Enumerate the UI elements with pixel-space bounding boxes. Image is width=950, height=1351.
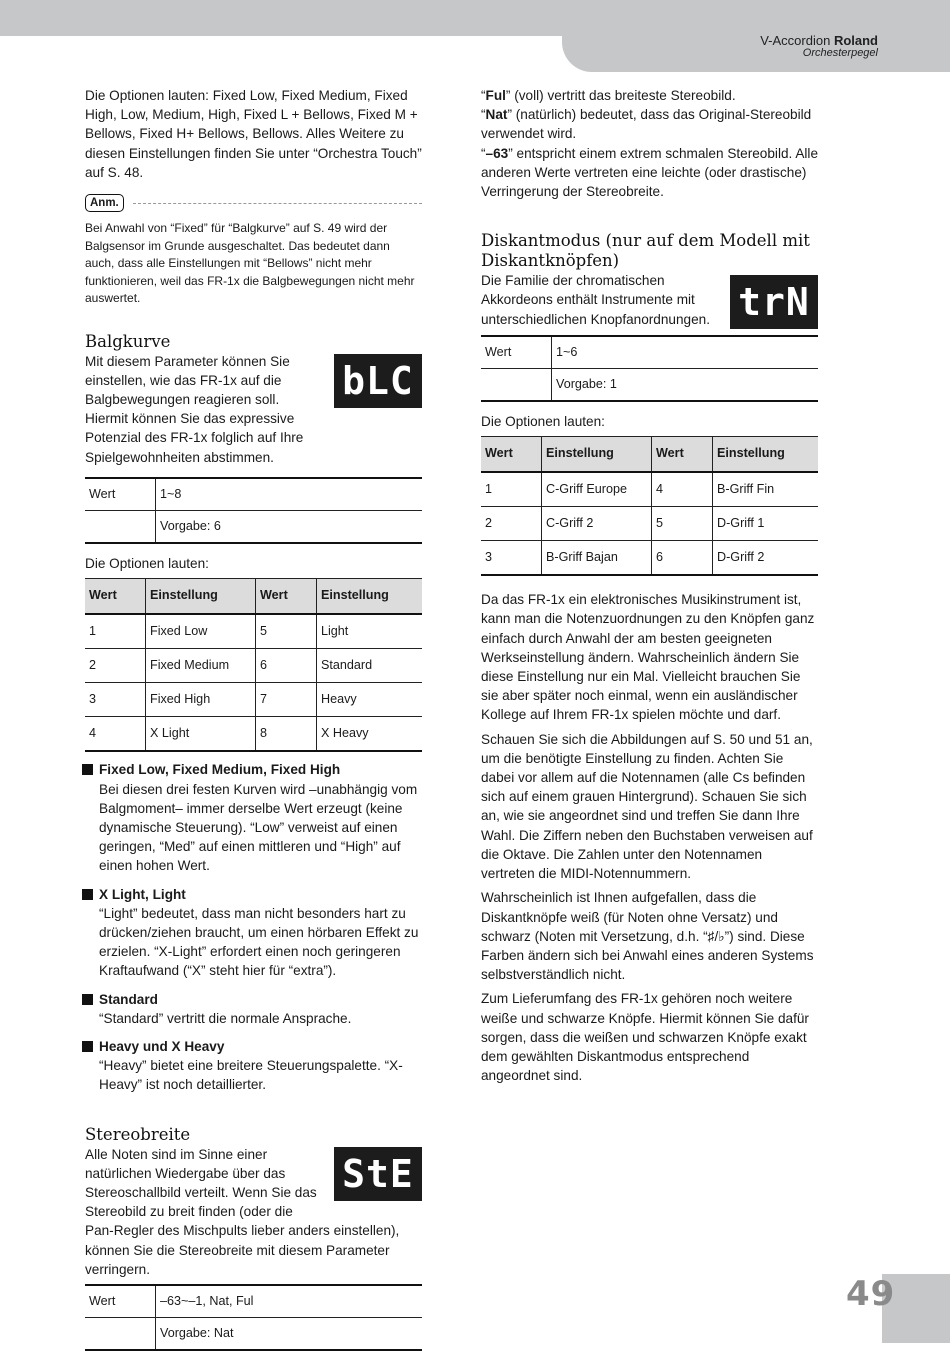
intro-paragraph: Die Optionen lauten: Fixed Low, Fixed Medium, Fixed High, Low, Medium, High, Fixed L + Bellows, Fixed M + Bellows, Fixed H+ Bellows, Bellows. Alles Weitere zu diesen Einstellungen finden Sie unter “Orchestra Touch” auf S. 48. [85,88,422,180]
wert-range: 1~6 [552,336,819,369]
header-product: V-Accordion [760,33,831,48]
diskant-paragraphs [481,590,818,1085]
header-tab [562,0,950,72]
lcd-display-trn: trN [730,275,818,329]
cell: Heavy [317,682,423,716]
item-body: Bei diesen drei festen Kurven wird –unabhängig vom Balgmoment– immer derselbe Wert erzeugt (keine dynamische Steuerung). “Low” verweist auf einen geringen, “Med” auf einen mittleren und “High” auf einen hohen Wert. [99,781,418,874]
cell: X Light [146,717,256,752]
item-title: Fixed Low, Fixed Medium, Fixed High [85,760,422,779]
item-body: “Light” bedeutet, dass man nicht besonders hart zu drücken/ziehen braucht, um einen hörbaren Effekt zu erzielen. “X-Light” erfordert einen noch geringeren Kraftaufwand (“X” steht hier für “extra”). [99,905,419,979]
cell: C-Griff Europe [542,472,652,507]
col-header: Wert [85,579,146,614]
note-text: Bei Anwahl von “Fixed” für “Balgkurve” auf S. 49 wird der Balgsensor im Grunde ausgeschaltet. Das bedeutet dann auch, dass alle Einstellungen mit “Bellows” nicht mehr funktionieren, weil das FR-1x die Balgbewegungen nicht mehr auswertet. [85,221,415,306]
cell: D-Griff 2 [713,541,819,576]
col-header: Einstellung [146,579,256,614]
stereo-section [85,1125,422,1351]
col-header: Wert [256,579,317,614]
col-header: Wert [652,437,713,472]
item-body: “Heavy” bietet eine breitere Steuerungspalette. “X-Heavy” ist noch detaillierter. [99,1058,403,1093]
m63-key: –63 [485,145,509,161]
wert-label: Wert [85,1285,156,1318]
cell: Light [317,614,423,649]
note-block [85,192,422,308]
wert-default: Vorgabe: Nat [156,1318,423,1351]
wert-range: –63~–1, Nat, Ful [156,1285,423,1318]
lcd-display-ste: StE [334,1147,422,1201]
cell: 5 [652,506,713,540]
diskant-value-table [481,335,818,402]
balgkurve-heading: Balgkurve [85,331,171,351]
lcd-display-blc: bLC [334,354,422,408]
curve-descriptions [85,760,422,1094]
balgkurve-text: Mit diesem Parameter können Sie einstellen, wie das FR-1x auf die Balgbewegungen reagieren soll. Hiermit können Sie das expressive Potenzial des FR-1x folglich auf Ihre Spielgewohnheiten abstimmen. [85,353,304,465]
balgkurve-options-table [85,578,422,752]
cell: 5 [256,614,317,649]
nat-text: (natürlich) bedeutet, dass das Original-Stereobild verwendet wird. [481,107,812,142]
table-row [85,648,422,682]
balgkurve-section [85,332,422,753]
diskant-heading: Diskantmodus (nur auf dem Modell mit Diskantknöpfen) [481,231,810,271]
cell: 1 [85,614,146,649]
cell: 4 [85,717,146,752]
table-row [481,506,818,540]
ful-key: Ful [485,88,506,103]
left-column [85,86,422,1351]
header-section: Orchesterpegel [802,47,878,59]
wert-label: Wert [85,478,156,511]
item-body: “Standard” vertritt die normale Ansprache. [99,1010,352,1026]
cell: 2 [85,648,146,682]
ful-text: (voll) vertritt das breiteste Stereobild. [510,88,736,103]
m63-text: entspricht einem extrem schmalen Stereobild. Alle anderen Werte vertreten eine leichte (oder drastische) Verringerung der Stereobreite. [481,145,818,200]
col-header: Einstellung [317,579,423,614]
table-row [481,541,818,576]
cell: 1 [481,472,542,507]
wert-default: Vorgabe: 6 [156,510,423,543]
table-row [85,614,422,649]
cell: 7 [256,682,317,716]
item-title: X Light, Light [85,885,422,904]
diskant-options-table [481,436,818,576]
stereo-text: Alle Noten sind im Sinne einer natürlichen Wiedergabe über das Stereoschallbild verteilt. Wenn Sie das Stereobild zu breit finden (oder die Pan-Regler des Mischpults lieber anders einstellen), können Sie die Stereobreite mit diesem Parameter verringern. [85,1146,400,1277]
paragraph: Schauen Sie sich die Abbildungen auf S. 50 und 51 an, um die benötigte Einstellung zu finden. Achten Sie dabei vor allem auf die Notennamen (alle Cs befinden sich auf einem grauen Hintergrund). Schauen Sie sich an, wie sie angeordnet sind und treffen Sie dann Ihre Wahl. Die Ziffern neben den Buchstaben verweisen auf die Oktave. Die Zahlen unter den Notennamen vertreten die MIDI-Notennummern. [481,731,813,882]
cell: B-Griff Bajan [542,541,652,576]
nat-key: Nat [485,107,508,123]
note-label: Anm. [85,194,124,212]
options-intro: Die Optionen lauten: [481,414,605,430]
cell: C-Griff 2 [542,506,652,540]
cell: Fixed High [146,682,256,716]
header-title [760,33,878,48]
wert-range: 1~8 [156,478,423,511]
paragraph: Da das FR-1x ein elektronisches Musikinstrument ist, kann man die Notenzuordnungen zu den Knöpfen ganz einfach durch Anwahl der am besten geeigneten Werkseinstellung ändern. Wahrscheinlich ändern Sie diese Einstellung nur ein Mal. Vielleicht brauchen Sie sie aber später noch einmal, wenn ein ausländischer Kollege auf Ihrem FR-1x spielen möchte und darf. [481,592,815,723]
balgkurve-value-table [85,477,422,544]
page-number: 49 [846,1274,896,1314]
stereo-heading: Stereobreite [85,1124,191,1144]
cell: 2 [481,506,542,540]
page-number-tab [846,1274,950,1343]
table-row [85,682,422,716]
wert-label: Wert [481,336,552,369]
item-title: Heavy und X Heavy [85,1037,422,1056]
cell: 8 [256,717,317,752]
col-header: Einstellung [542,437,652,472]
cell: D-Griff 1 [713,506,819,540]
right-column [481,86,818,1090]
item-title: Standard [85,990,422,1009]
diskant-text: Die Familie der chromatischen Akkordeons enthält Instrumente mit unterschiedlichen Knopfanordnungen. [481,273,711,327]
options-intro: Die Optionen lauten: [85,556,209,572]
cell: Standard [317,648,423,682]
header-brand: Roland [833,33,878,48]
cell: 6 [256,648,317,682]
cell: Fixed Medium [146,648,256,682]
col-header: Wert [481,437,542,472]
cell: 3 [481,541,542,576]
col-header: Einstellung [713,437,819,472]
wert-default: Vorgabe: 1 [552,369,819,402]
cell: X Heavy [317,717,423,752]
cell: 4 [652,472,713,507]
cell: 3 [85,682,146,716]
paragraph: Wahrscheinlich ist Ihnen aufgefallen, dass die Diskantknöpfe weiß (für Noten ohne Versatz) und schwarz (Noten mit Versetzung, d.h. “♯/♭”) sind. Diese Farben ändern sich bei Anwahl eines anderen Systems selbstverständlich nicht. [481,890,814,983]
cell: 6 [652,541,713,576]
cell: B-Griff Fin [713,472,819,507]
diskant-section [481,231,818,576]
cell: Fixed Low [146,614,256,649]
table-row [85,717,422,752]
table-row [481,472,818,507]
paragraph: Zum Lieferumfang des FR-1x gehören noch weitere weiße und schwarze Knöpfe. Hiermit können Sie dafür sorgen, dass die weißen und schwarzen Knöpfe exakt dem gewählten Diskantmodus entsprechend angeordnet sind. [481,991,809,1084]
stereo-value-table [85,1284,422,1351]
note-divider [133,203,422,214]
stereo-values-text: “Ful” (voll) vertritt das breiteste Stereobild. “Nat” (natürlich) bedeutet, dass das Original-Stereobild verwendet wird. “–63” entspricht einem extrem schmalen Stereobild. Alle anderen Werte vertreten eine leichte (oder drastische) Verringerung der Stereobreite. [481,88,818,200]
